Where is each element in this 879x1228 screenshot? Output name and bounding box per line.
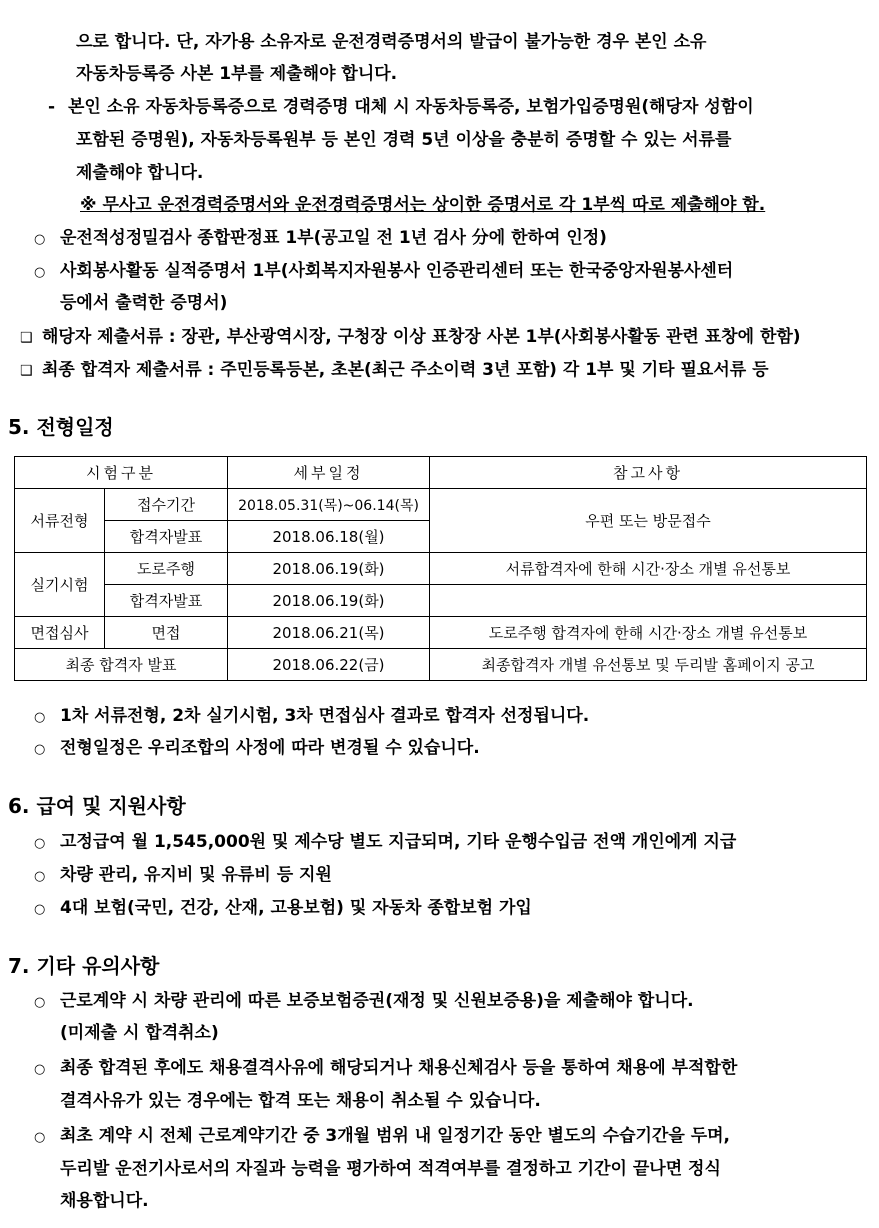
circle-bullet-icon: ○: [34, 232, 46, 247]
checkbox-square-icon: ❑: [20, 363, 33, 379]
list-item-text: 운전적성정밀검사 종합판정표 1부(공고일 전 1년 검사 分에 한하여 인정): [60, 228, 607, 248]
box-item-text: 최종 합격자 제출서류 : 주민등록등본, 초본(최근 주소이력 3년 포함) 각 1부 및 기타 필요서류 등: [42, 360, 769, 380]
box-item-text: 해당자 제출서류 : 장관, 부산광역시장, 구청장 이상 표창장 사본 1부(사회봉사활동 관련 표창에 한함): [42, 327, 801, 347]
table-cell: [430, 585, 867, 617]
list-item-text: 최초 계약 시 전체 근로계약기간 중 3개월 범위 내 일정기간 동안 별도의 수습기간을 두며,: [60, 1126, 730, 1146]
section-title: 5. 전형일정: [8, 415, 114, 439]
table-cell: 2018.06.19(화): [228, 585, 430, 617]
dash-item-text: 포함된 증명원), 자동차등록원부 등 본인 경력 5년 이상을 충분히 증명할 수 있는 서류를: [76, 130, 732, 150]
table-cell: 도로주행 합격자에 한해 시간·장소 개별 유선통보: [430, 617, 867, 649]
list-item-text: 고정급여 월 1,545,000원 및 제수당 별도 지급되며, 기타 운행수입금 전액 개인에게 지급: [60, 832, 737, 852]
table-cell: 합격자발표: [105, 585, 228, 617]
circle-bullet-icon: ○: [34, 836, 46, 851]
table-row: [15, 553, 867, 585]
dash-item-text: 본인 소유 자동차등록증으로 경력증명 대체 시 자동차등록증, 보험가입증명원(해당자 성함이: [68, 97, 754, 117]
table-header-cell: 참고사항: [430, 457, 867, 489]
table-cell: 면접: [105, 617, 228, 649]
table-cell: 2018.05.31(목)~06.14(목): [228, 489, 430, 521]
circle-bullet-icon: ○: [34, 710, 46, 725]
list-item: [34, 990, 694, 1014]
list-item: [34, 737, 480, 761]
table-cell: 2018.06.22(금): [228, 649, 430, 681]
table-row: [15, 489, 867, 521]
list-item-text: 1차 서류전형, 2차 실기시험, 3차 면접심사 결과로 합격자 선정됩니다.: [60, 706, 590, 726]
circle-bullet-icon: ○: [34, 869, 46, 884]
list-item: [34, 227, 607, 251]
dash-marker: -: [48, 97, 56, 117]
list-item: [34, 260, 733, 284]
table-cell: 합격자발표: [105, 521, 228, 553]
intro-line: 으로 합니다. 단, 자가용 소유자로 운전경력증명서의 발급이 불가능한 경우 본인 소유: [76, 32, 707, 52]
table-cell: 우편 또는 방문접수: [430, 489, 867, 553]
table-cell: 2018.06.21(목): [228, 617, 430, 649]
circle-bullet-icon: ○: [34, 1062, 46, 1077]
table-header-row: [15, 457, 867, 489]
list-item: [34, 831, 736, 855]
section-title: 7. 기타 유의사항: [8, 954, 160, 978]
table-cell: 서류전형: [15, 489, 105, 553]
table-cell: 서류합격자에 한해 시간·장소 개별 유선통보: [430, 553, 867, 585]
list-item: [34, 1057, 737, 1081]
table-header-cell: 세부일정: [228, 457, 430, 489]
box-item: [20, 359, 769, 382]
list-item-text: 근로계약 시 차량 관리에 따른 보증보험증권(재정 및 신원보증용)을 제출해야 합니다.: [60, 991, 694, 1011]
note-text: ※ 무사고 운전경력증명서와 운전경력증명서는 상이한 증명서로 각 1부씩 따로 제출해야 함.: [80, 195, 766, 215]
table-row: [15, 585, 867, 617]
list-item-text: 두리발 운전기사로서의 자질과 능력을 평가하여 적격여부를 결정하고 기간이 끝나면 정식: [60, 1159, 721, 1179]
list-item: [34, 1125, 730, 1149]
table-header-cell: 시험구분: [15, 457, 228, 489]
table-cell: 최종 합격자 발표: [15, 649, 228, 681]
list-item-text: 등에서 출력한 증명서): [60, 293, 228, 313]
box-item: [20, 326, 801, 349]
checkbox-square-icon: ❑: [20, 330, 33, 346]
table-row: [15, 649, 867, 681]
circle-bullet-icon: ○: [34, 995, 46, 1010]
list-item-text: 전형일정은 우리조합의 사정에 따라 변경될 수 있습니다.: [60, 738, 480, 758]
table-cell: 최종합격자 개별 유선통보 및 두리발 홈페이지 공고: [430, 649, 867, 681]
list-item-text: 차량 관리, 유지비 및 유류비 등 지원: [60, 865, 332, 885]
table-cell: 도로주행: [105, 553, 228, 585]
list-item: [34, 705, 589, 729]
circle-bullet-icon: ○: [34, 742, 46, 757]
dash-item-text: 제출해야 합니다.: [76, 163, 204, 183]
list-item: [34, 864, 332, 888]
intro-line: 자동차등록증 사본 1부를 제출해야 합니다.: [76, 64, 398, 84]
table-cell: 실기시험: [15, 553, 105, 617]
list-item: [34, 897, 532, 921]
list-item-text: 4대 보험(국민, 건강, 산재, 고용보험) 및 자동차 종합보험 가입: [60, 898, 532, 918]
table-cell: 접수기간: [105, 489, 228, 521]
list-item-text: (미제출 시 합격취소): [60, 1023, 219, 1043]
table-row: [15, 617, 867, 649]
table-cell: 면접심사: [15, 617, 105, 649]
circle-bullet-icon: ○: [34, 265, 46, 280]
list-item-text: 결격사유가 있는 경우에는 합격 또는 채용이 취소될 수 있습니다.: [60, 1091, 541, 1111]
list-item-text: 채용합니다.: [60, 1191, 149, 1211]
schedule-table: [14, 456, 867, 681]
section-title: 6. 급여 및 지원사항: [8, 794, 186, 818]
dash-item: [48, 96, 754, 118]
table-cell: 2018.06.19(화): [228, 553, 430, 585]
circle-bullet-icon: ○: [34, 902, 46, 917]
list-item-text: 사회봉사활동 실적증명서 1부(사회복지자원봉사 인증관리센터 또는 한국중앙자원봉사센터: [60, 261, 734, 281]
table-cell: 2018.06.18(월): [228, 521, 430, 553]
list-item-text: 최종 합격된 후에도 채용결격사유에 해당되거나 채용신체검사 등을 통하여 채용에 부적합한: [60, 1058, 738, 1078]
circle-bullet-icon: ○: [34, 1130, 46, 1145]
